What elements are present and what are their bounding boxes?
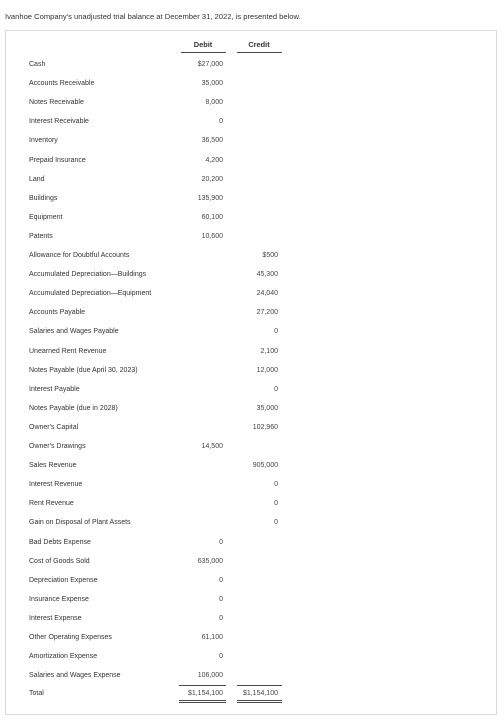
table-row <box>0 500 504 512</box>
account-name: Cost of Goods Sold <box>29 557 90 565</box>
table-row <box>0 577 504 589</box>
account-name: Other Operating Expenses <box>29 634 112 641</box>
debit-amount: 0 <box>219 614 223 622</box>
table-row <box>0 672 504 684</box>
credit-amount: 0 <box>274 500 278 508</box>
table-row <box>0 462 504 474</box>
account-name: Amortization Expense <box>29 653 98 661</box>
account-name: Notes Payable (due April 30, 2023) <box>29 366 138 374</box>
debit-amount: 106,000 <box>197 672 223 680</box>
account-name: Rent Revenue <box>29 500 74 508</box>
account-name: Sales Revenue <box>29 462 77 470</box>
table-row <box>0 233 504 245</box>
table-row <box>0 596 504 608</box>
account-name: Interest Payable <box>29 385 80 393</box>
account-name: Unearned Rent Revenue <box>29 347 107 355</box>
account-name: Interest Receivable <box>29 118 89 126</box>
account-name: Salaries and Wages Payable <box>29 328 119 336</box>
account-name: Buildings <box>29 194 58 202</box>
table-row <box>0 309 504 321</box>
account-name: Depreciation Expense <box>29 576 98 584</box>
table-row <box>0 539 504 551</box>
credit-amount: 2,100 <box>260 347 278 355</box>
debit-amount: 0 <box>219 595 223 603</box>
table-row <box>0 653 504 665</box>
table-row <box>0 137 504 149</box>
table-row <box>0 634 504 646</box>
credit-amount: 0 <box>274 481 278 489</box>
account-name: Owner's Capital <box>29 423 79 431</box>
debit-amount: 635,000 <box>197 557 223 565</box>
table-row <box>0 367 504 379</box>
table-row <box>0 252 504 264</box>
account-name: Insurance Expense <box>29 595 89 603</box>
credit-header: Credit <box>248 40 270 49</box>
table-row <box>0 519 504 531</box>
debit-amount: 10,600 <box>201 232 223 240</box>
credit-amount: 45,300 <box>256 271 278 279</box>
account-name: Bad Debts Expense <box>29 538 91 546</box>
account-name: Prepaid Insurance <box>29 156 86 164</box>
table-row <box>0 405 504 417</box>
debit-amount: $27,000 <box>197 61 223 68</box>
total-debit: $1,154,100 <box>187 690 223 697</box>
account-name: Salaries and Wages Expense <box>29 672 121 680</box>
account-name: Allowance for Doubtful Accounts <box>29 252 130 259</box>
table-row <box>0 80 504 92</box>
credit-amount: 24,040 <box>256 290 278 298</box>
table-row <box>0 195 504 207</box>
table-row <box>0 61 504 73</box>
credit-amount: 35,000 <box>256 404 278 412</box>
debit-amount: 4,200 <box>205 156 223 164</box>
credit-amount: 905,000 <box>252 462 278 470</box>
credit-amount: 0 <box>274 328 278 336</box>
debit-amount: 60,100 <box>201 213 223 221</box>
account-name: Interest Expense <box>29 614 82 622</box>
debit-amount: 61,100 <box>201 634 223 641</box>
credit-header-rule <box>237 52 282 53</box>
table-row <box>0 271 504 283</box>
table-row <box>0 290 504 302</box>
total-debit-rule <box>179 685 226 686</box>
debit-amount: 20,200 <box>201 175 223 183</box>
debit-amount: 0 <box>219 118 223 126</box>
intro-text: Ivanhoe Company's unadjusted trial balance at December 31, 2022, is presented below. <box>5 12 301 21</box>
account-name: Cash <box>29 61 46 68</box>
account-name: Accounts Receivable <box>29 80 95 88</box>
account-name: Notes Payable (due in 2028) <box>29 404 118 412</box>
total-credit-rule <box>237 685 282 686</box>
table-row <box>0 214 504 226</box>
table-row <box>0 481 504 493</box>
total-debit-double-rule <box>179 700 226 703</box>
account-name: Owner's Drawings <box>29 443 86 450</box>
debit-amount: 36,500 <box>201 137 223 145</box>
account-name: Accounts Payable <box>29 309 86 317</box>
table-row <box>0 386 504 398</box>
table-row <box>0 99 504 111</box>
credit-amount: $500 <box>262 252 278 259</box>
account-name: Equipment <box>29 213 63 221</box>
table-row <box>0 615 504 627</box>
debit-amount: 0 <box>219 576 223 584</box>
account-name: Accumulated Depreciation—Buildings <box>29 271 147 279</box>
debit-amount: 0 <box>219 538 223 546</box>
account-name: Notes Receivable <box>29 99 84 107</box>
total-label: Total <box>29 690 44 697</box>
table-row <box>0 348 504 360</box>
debit-amount: 8,000 <box>205 99 223 107</box>
debit-amount: 135,900 <box>197 194 223 202</box>
table-row <box>0 176 504 188</box>
table-row <box>0 558 504 570</box>
total-credit: $1,154,100 <box>242 690 278 697</box>
account-name: Patents <box>29 232 53 240</box>
table-row <box>0 328 504 340</box>
credit-amount: 0 <box>274 385 278 393</box>
table-row <box>0 424 504 436</box>
debit-amount: 35,000 <box>201 80 223 88</box>
debit-amount: 14,500 <box>201 443 223 450</box>
account-name: Accumulated Depreciation—Equipment <box>29 290 152 298</box>
table-row <box>0 118 504 130</box>
debit-amount: 0 <box>219 653 223 661</box>
table-row <box>0 443 504 455</box>
total-credit-double-rule <box>237 700 282 703</box>
debit-header: Debit <box>193 40 213 49</box>
debit-header-rule <box>181 52 226 53</box>
table-row <box>0 157 504 169</box>
credit-amount: 27,200 <box>256 309 278 317</box>
credit-amount: 102,960 <box>252 423 278 431</box>
credit-amount: 0 <box>274 519 278 527</box>
account-name: Interest Revenue <box>29 481 83 489</box>
credit-amount: 12,000 <box>256 366 278 374</box>
account-name: Land <box>29 175 45 183</box>
account-name: Gain on Disposal of Plant Assets <box>29 519 131 527</box>
account-name: Inventory <box>29 137 58 145</box>
